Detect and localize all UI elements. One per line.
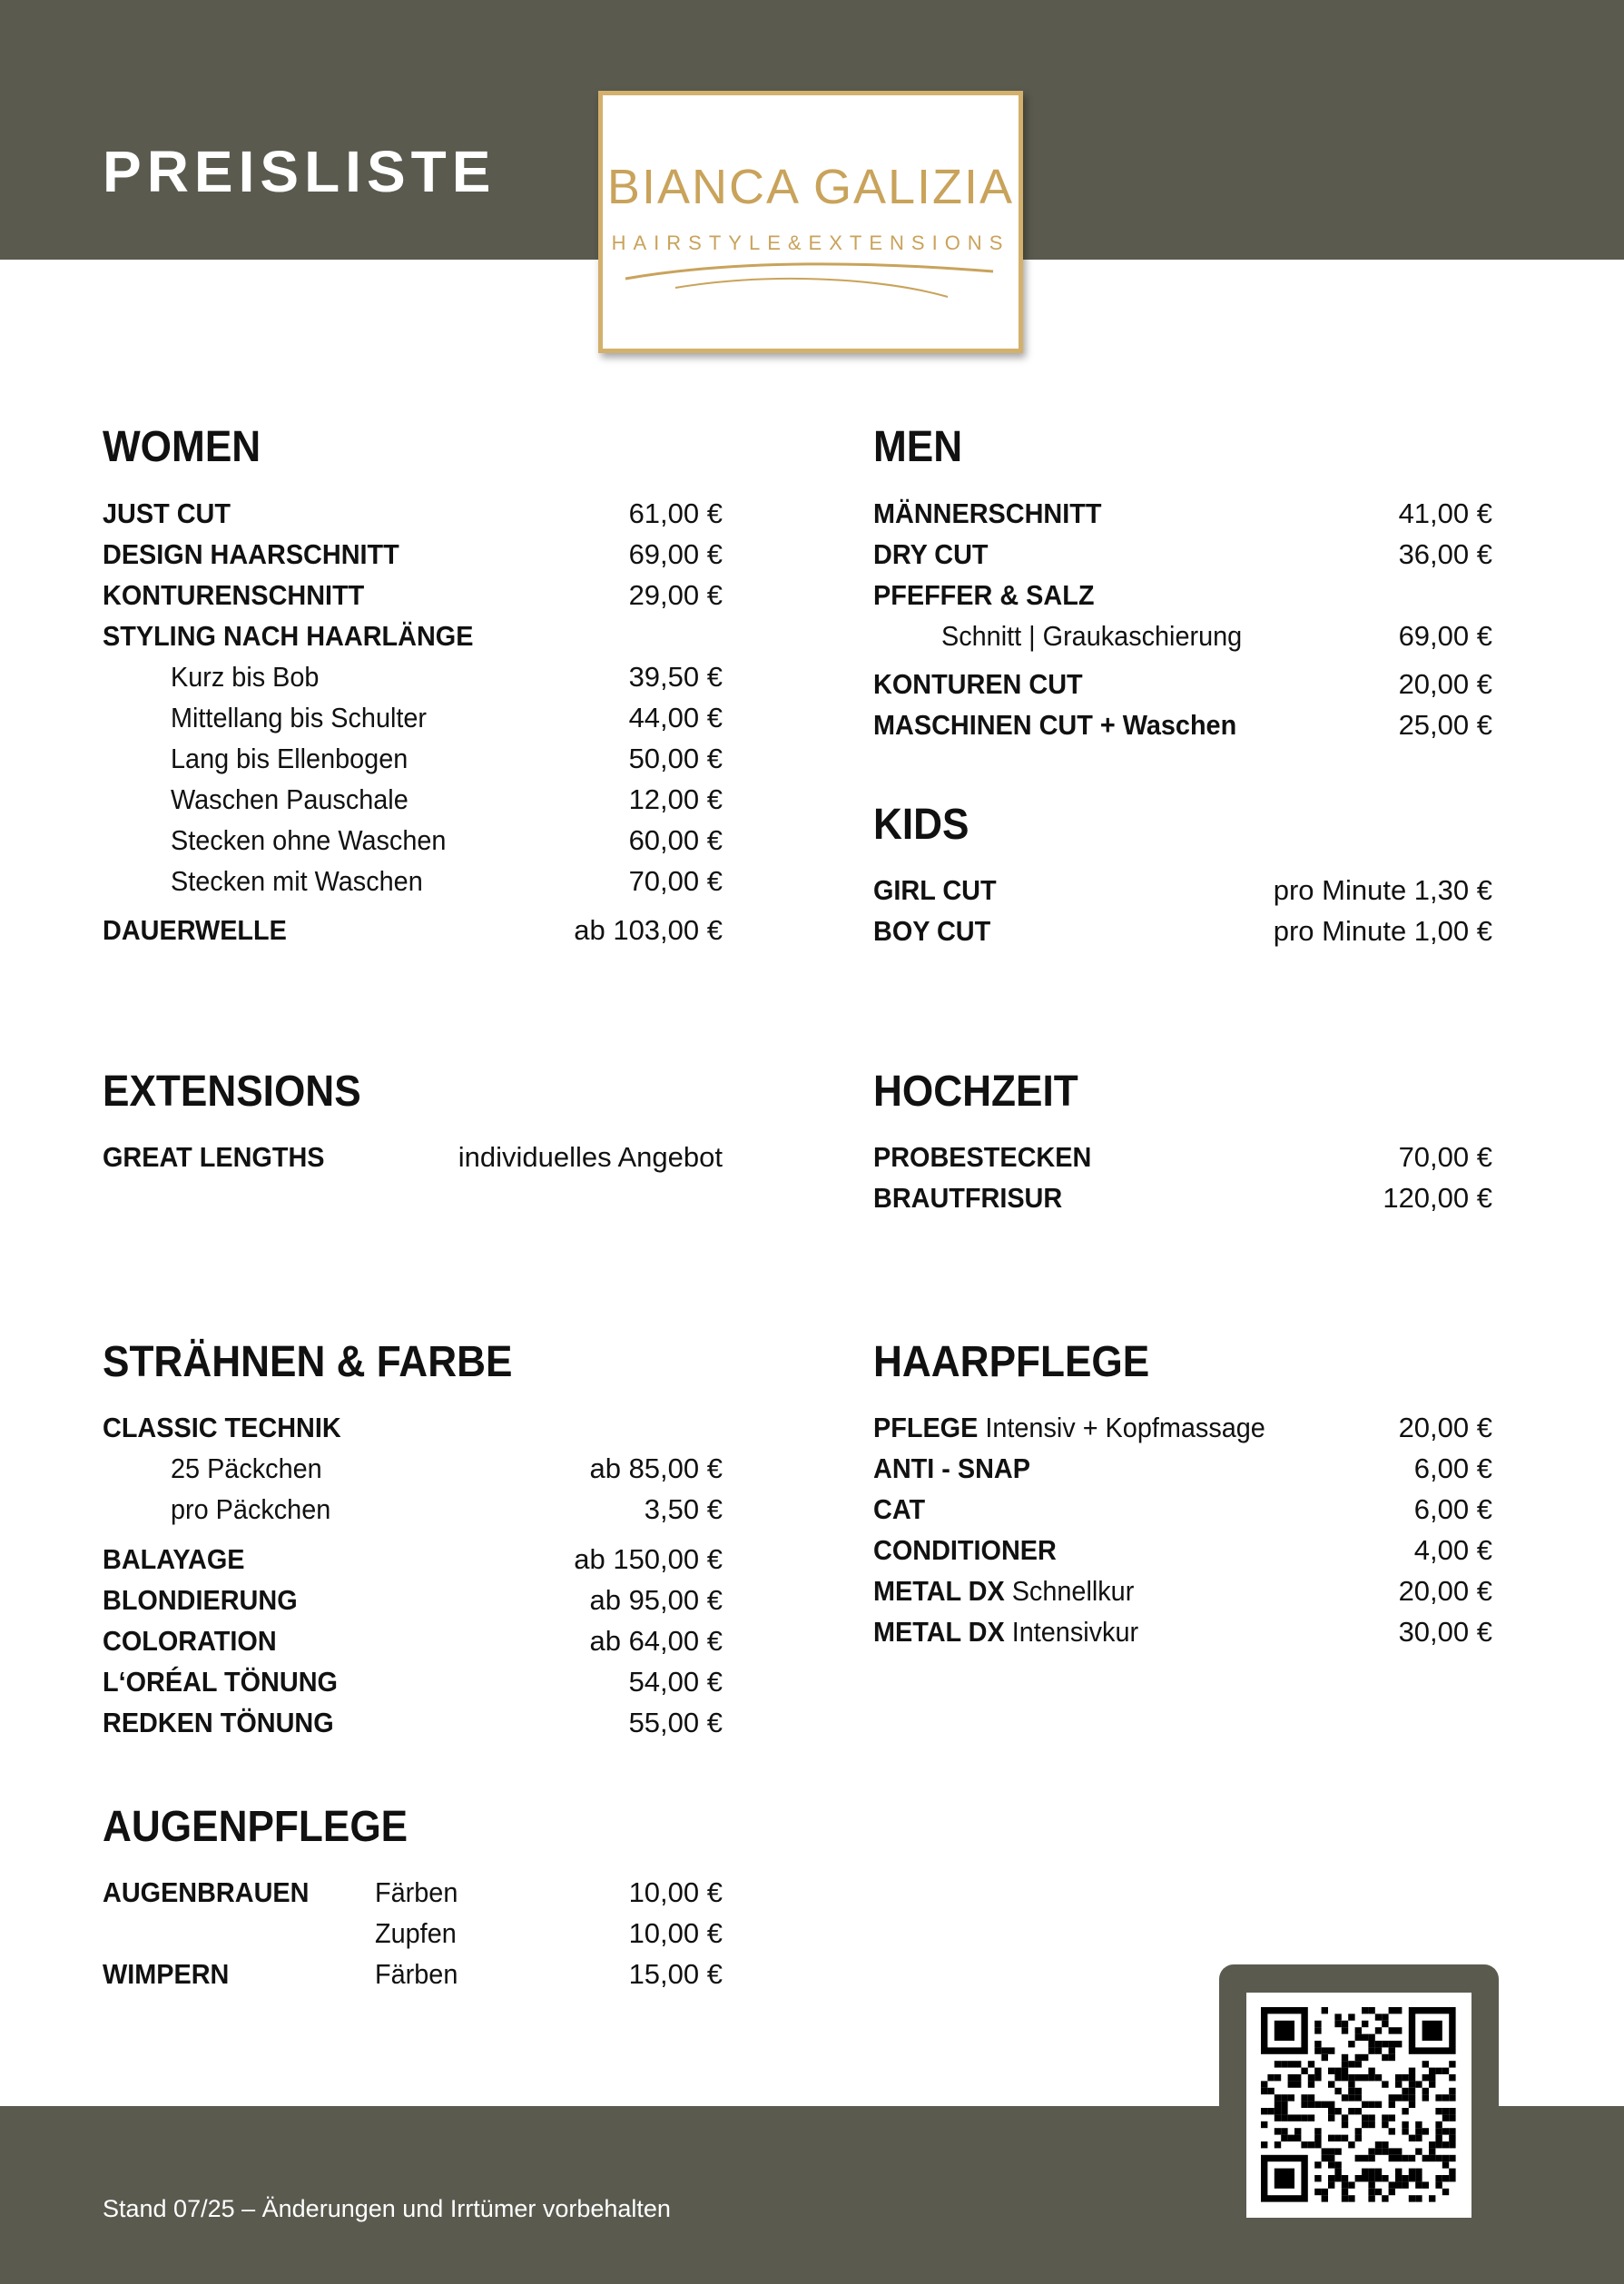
schnitt-price: 69,00 €	[1398, 620, 1492, 652]
augenbrauen-faerben-price: 10,00 €	[628, 1876, 723, 1908]
metal-dx-intensivkur-price: 30,00 €	[1398, 1616, 1492, 1648]
styling-label: STYLING NACH HAARLÄNGE	[103, 620, 474, 652]
augenbrauen-zupfen-price: 10,00 €	[628, 1917, 723, 1949]
waschen-label: Waschen Pauschale	[171, 783, 408, 815]
augenbrauen-label: AUGENBRAUEN	[103, 1876, 310, 1908]
loreal-price: 54,00 €	[628, 1666, 723, 1698]
schnitt-label: Schnitt | Graukaschierung	[941, 620, 1243, 652]
cat-label: CAT	[873, 1493, 926, 1525]
mittellang-label: Mittellang bis Schulter	[171, 702, 428, 733]
stecken-ohne-price: 60,00 €	[628, 824, 723, 856]
kurz-label: Kurz bis Bob	[171, 661, 320, 693]
maschinen-cut-label: MASCHINEN CUT + Waschen	[873, 709, 1237, 741]
redken-price: 55,00 €	[628, 1707, 723, 1738]
konturenschnitt-label: KONTURENSCHNITT	[103, 579, 365, 611]
dauerwelle-price: ab 103,00 €	[574, 914, 723, 946]
wimpern-faerben-label: Färben	[375, 1958, 458, 1990]
pflege-price: 20,00 €	[1398, 1412, 1492, 1443]
konturen-cut-label: KONTUREN CUT	[873, 668, 1083, 700]
pflege-label-bold: PFLEGE	[873, 1412, 979, 1443]
kurz-price: 39,50 €	[628, 661, 723, 693]
dry-cut-price: 36,00 €	[1398, 538, 1492, 570]
lang-price: 50,00 €	[628, 743, 723, 774]
pflege-label	[873, 1412, 1265, 1444]
metal-dx-intensivkur-label	[873, 1616, 1138, 1649]
women-heading: WOMEN	[103, 423, 261, 471]
pro-paeckchen-label: pro Päckchen	[171, 1493, 331, 1525]
mittellang-price: 44,00 €	[628, 702, 723, 733]
boy-cut-label: BOY CUT	[873, 915, 991, 947]
probestecken-label: PROBESTECKEN	[873, 1141, 1092, 1173]
logo	[598, 91, 1023, 353]
coloration-price: ab 64,00 €	[589, 1625, 723, 1657]
kids-heading: KIDS	[873, 801, 969, 849]
metal-dx-intensivkur-bold: METAL DX	[873, 1616, 1005, 1648]
coloration-label: COLORATION	[103, 1625, 277, 1657]
extensions-heading: EXTENSIONS	[103, 1068, 361, 1116]
great-lengths-price: individuelles Angebot	[458, 1141, 723, 1173]
metal-dx-schnellkur-price: 20,00 €	[1398, 1575, 1492, 1607]
maennerschnitt-label: MÄNNERSCHNITT	[873, 497, 1102, 529]
stecken-mit-label: Stecken mit Waschen	[171, 865, 423, 897]
metal-dx-schnellkur-label	[873, 1575, 1134, 1608]
maschinen-cut-price: 25,00 €	[1398, 709, 1492, 741]
metal-dx-intensivkur-rest: Intensivkur	[1004, 1616, 1139, 1648]
konturen-cut-price: 20,00 €	[1398, 668, 1492, 700]
augenbrauen-zupfen-label: Zupfen	[375, 1917, 457, 1949]
just-cut-label: JUST CUT	[103, 497, 231, 529]
qr-code[interactable]	[1246, 1993, 1471, 2218]
loreal-label: L‘ORÉAL TÖNUNG	[103, 1666, 338, 1698]
probestecken-price: 70,00 €	[1398, 1141, 1492, 1173]
classic-technik-label: CLASSIC TECHNIK	[103, 1412, 341, 1443]
page-title: PREISLISTE	[103, 139, 497, 204]
hochzeit-heading: HOCHZEIT	[873, 1068, 1078, 1116]
girl-cut-price: pro Minute 1,30 €	[1273, 874, 1492, 906]
dauerwelle-label: DAUERWELLE	[103, 914, 287, 946]
just-cut-price: 61,00 €	[628, 497, 723, 529]
great-lengths-label: GREAT LENGTHS	[103, 1141, 325, 1173]
paeckchen-25-label: 25 Päckchen	[171, 1452, 322, 1484]
augenpflege-heading: AUGENPFLEGE	[103, 1803, 408, 1851]
logo-swoosh-icon	[621, 251, 1002, 306]
pflege-label-rest: Intensiv + Kopfmassage	[978, 1412, 1265, 1443]
design-haarschnitt-price: 69,00 €	[628, 538, 723, 570]
stecken-mit-price: 70,00 €	[628, 865, 723, 897]
pfeffer-salz-label: PFEFFER & SALZ	[873, 579, 1095, 611]
redken-label: REDKEN TÖNUNG	[103, 1707, 334, 1738]
maennerschnitt-price: 41,00 €	[1398, 497, 1492, 529]
paeckchen-25-price: ab 85,00 €	[589, 1452, 723, 1484]
pro-paeckchen-price: 3,50 €	[644, 1493, 723, 1525]
blondierung-label: BLONDIERUNG	[103, 1584, 298, 1616]
lang-label: Lang bis Ellenbogen	[171, 743, 408, 774]
stecken-ohne-label: Stecken ohne Waschen	[171, 824, 447, 856]
konturenschnitt-price: 29,00 €	[628, 579, 723, 611]
balayage-label: BALAYAGE	[103, 1543, 245, 1575]
conditioner-price: 4,00 €	[1413, 1534, 1492, 1566]
haarpflege-heading: HAARPFLEGE	[873, 1338, 1150, 1386]
cat-price: 6,00 €	[1413, 1493, 1492, 1525]
dry-cut-label: DRY CUT	[873, 538, 989, 570]
logo-tagline: HAIRSTYLE&EXTENSIONS	[611, 231, 1010, 254]
qr-code-icon	[1246, 1993, 1471, 2218]
balayage-price: ab 150,00 €	[574, 1543, 723, 1575]
waschen-price: 12,00 €	[628, 783, 723, 815]
farbe-heading: STRÄHNEN & FARBE	[103, 1338, 513, 1386]
augenbrauen-faerben-label: Färben	[375, 1876, 458, 1908]
conditioner-label: CONDITIONER	[873, 1534, 1057, 1566]
metal-dx-schnellkur-bold: METAL DX	[873, 1575, 1005, 1607]
metal-dx-schnellkur-rest: Schnellkur	[1004, 1575, 1135, 1607]
boy-cut-price: pro Minute 1,00 €	[1273, 915, 1492, 947]
girl-cut-label: GIRL CUT	[873, 874, 997, 906]
logo-name: BIANCA GALIZIA	[606, 160, 1015, 214]
brautfrisur-label: BRAUTFRISUR	[873, 1182, 1063, 1214]
anti-snap-price: 6,00 €	[1413, 1452, 1492, 1484]
men-heading: MEN	[873, 423, 963, 471]
brautfrisur-price: 120,00 €	[1383, 1182, 1492, 1214]
wimpern-label: WIMPERN	[103, 1958, 230, 1990]
footer-note: Stand 07/25 – Änderungen und Irrtümer vorbehalten	[103, 2195, 671, 2222]
wimpern-faerben-price: 15,00 €	[628, 1958, 723, 1990]
blondierung-price: ab 95,00 €	[589, 1584, 723, 1616]
anti-snap-label: ANTI - SNAP	[873, 1452, 1030, 1484]
design-haarschnitt-label: DESIGN HAARSCHNITT	[103, 538, 399, 570]
